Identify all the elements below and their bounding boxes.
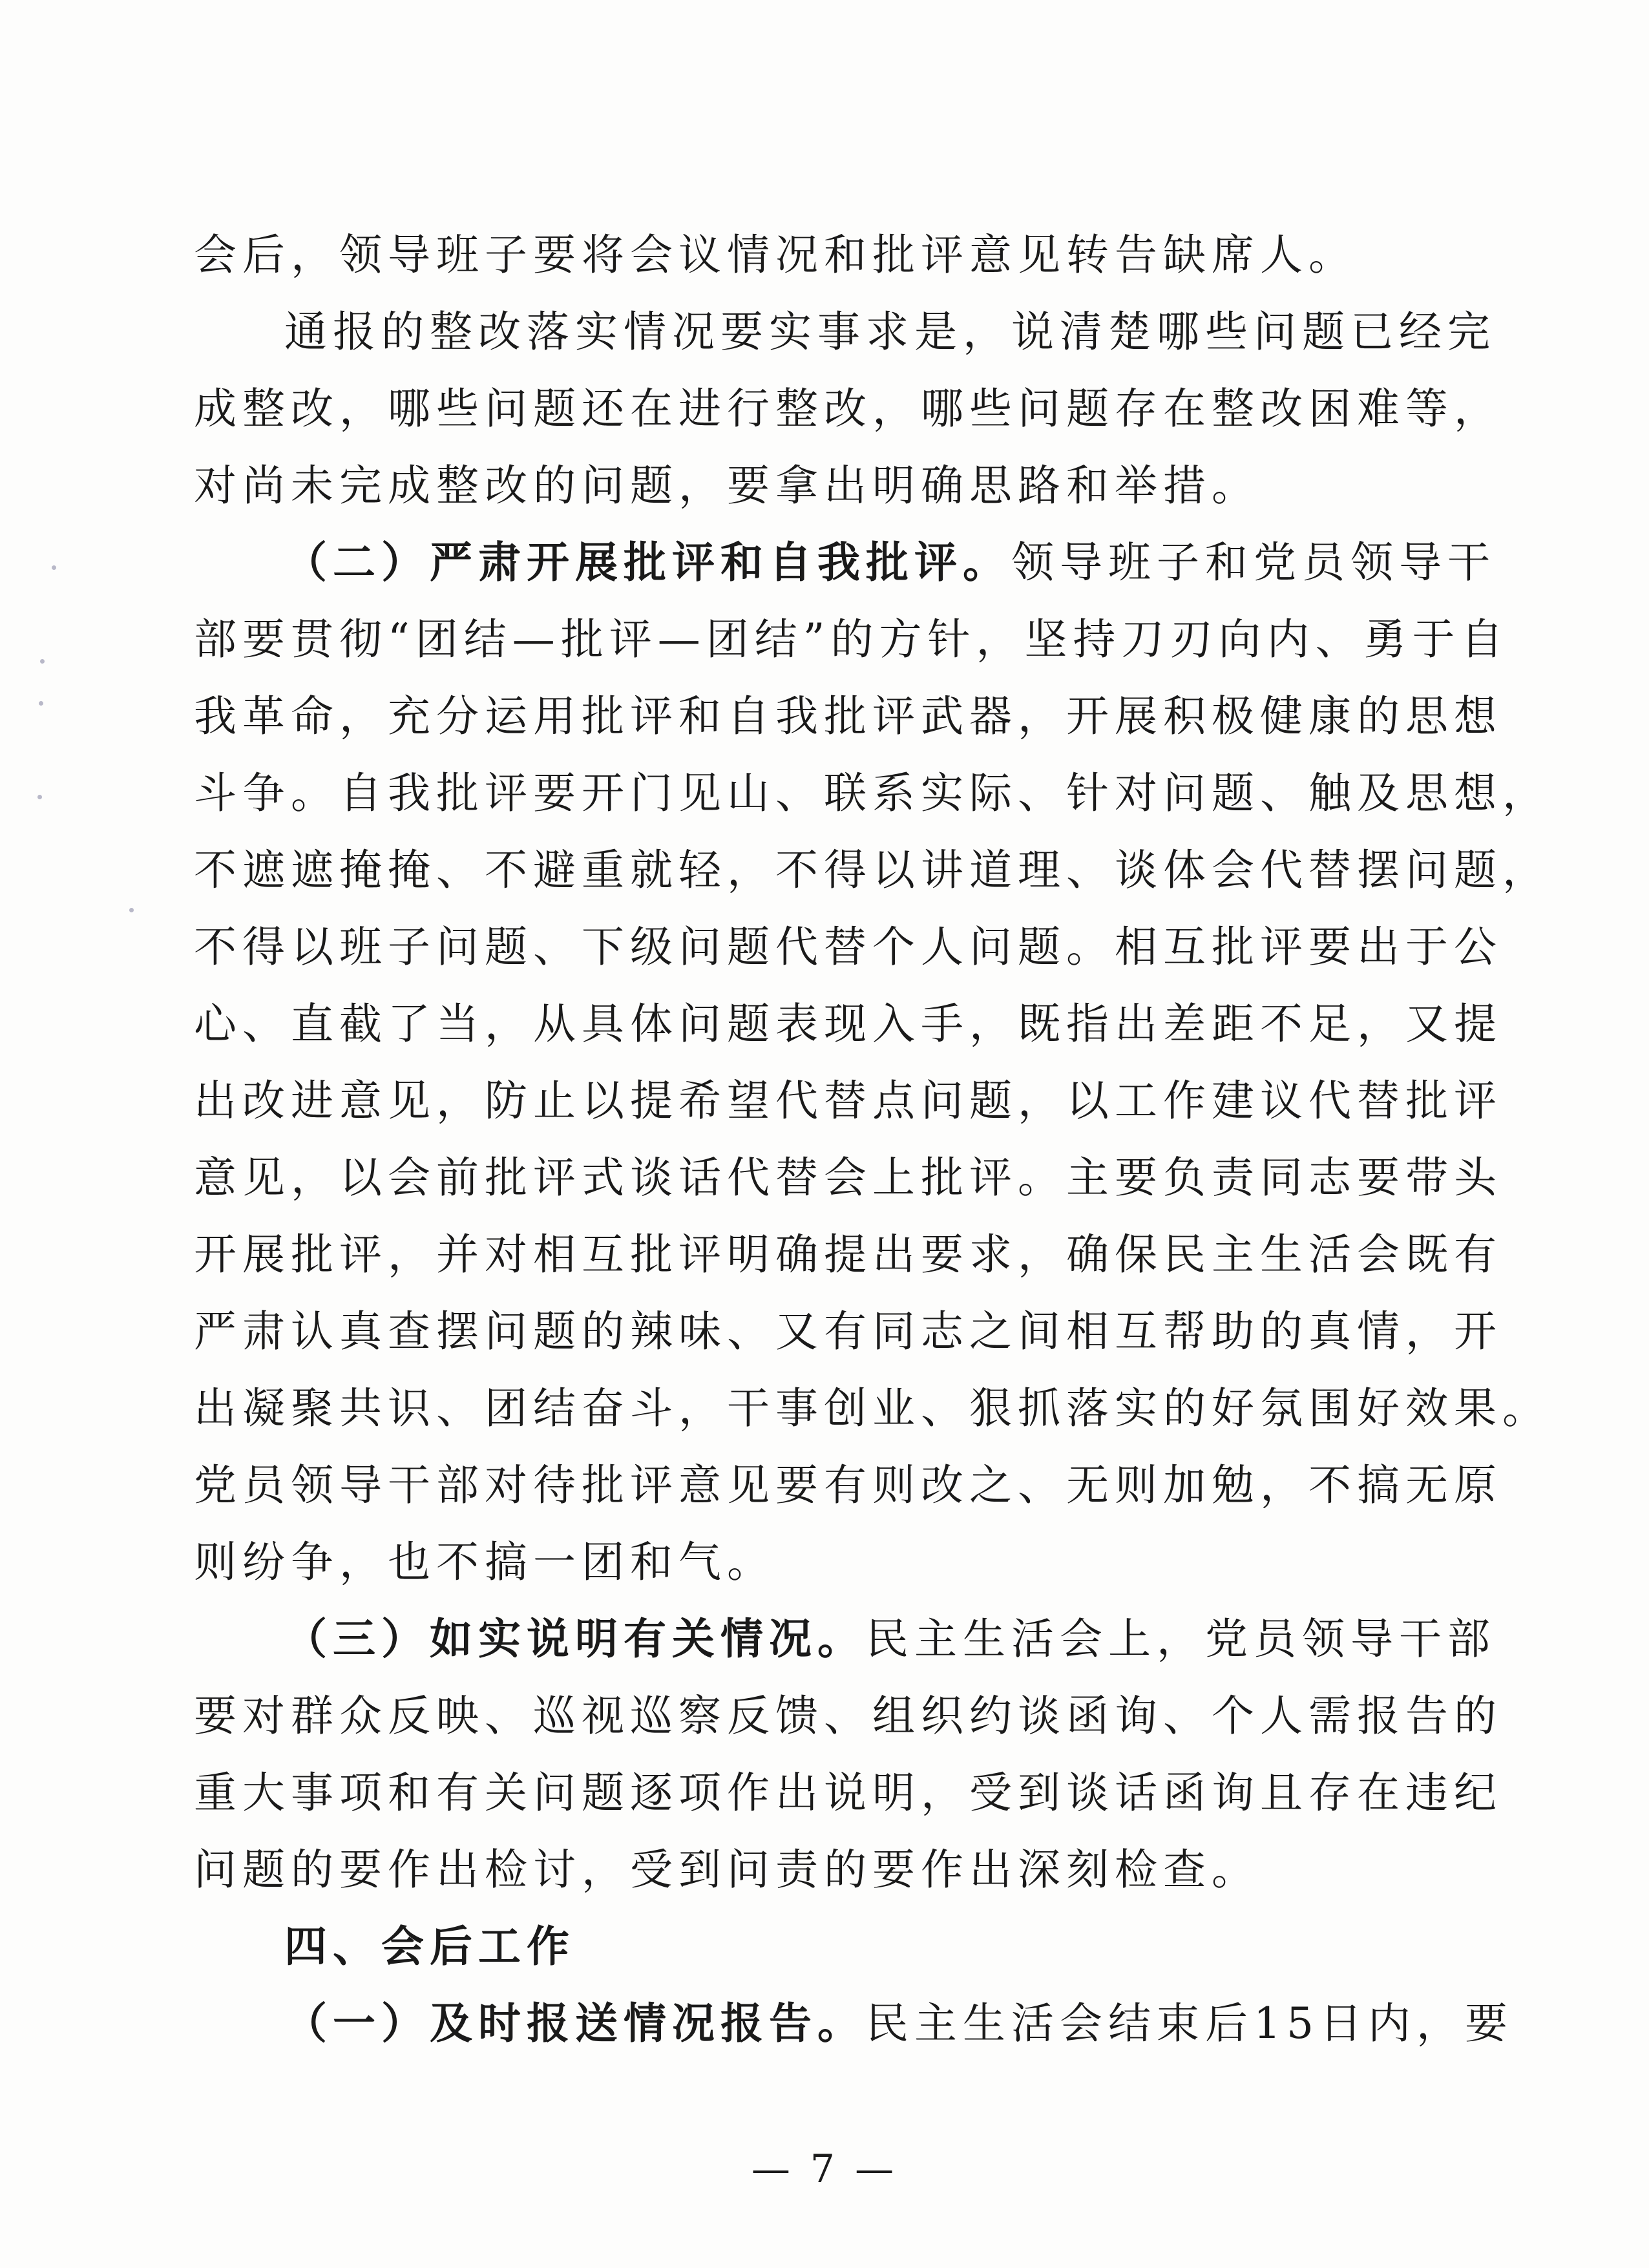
paragraph-line bbox=[194, 1985, 1513, 2062]
paragraph-line: 出改进意见，防止以提希望代替点问题，以工作建议代替批评 bbox=[194, 1076, 1502, 1126]
paragraph-line: 我革命，充分运用批评和自我批评武器，开展积极健康的思想 bbox=[194, 691, 1502, 741]
scan-speck bbox=[52, 565, 56, 570]
paragraph-line: 则纷争，也不搞一团和气。 bbox=[194, 1537, 775, 1587]
paragraph-line: 成整改，哪些问题还在进行整改，哪些问题存在整改困难等， bbox=[194, 384, 1502, 434]
section-subheading: （一）及时报送情况报告。 bbox=[284, 1998, 866, 2048]
page-number: — 7 — bbox=[751, 2147, 898, 2192]
scan-speck bbox=[129, 908, 134, 912]
paragraph-line: 不遮遮掩掩、不避重就轻，不得以讲道理、谈体会代替摆问题， bbox=[194, 845, 1551, 895]
section-subheading: （三）如实说明有关情况。 bbox=[284, 1613, 866, 1664]
scan-speck bbox=[39, 701, 43, 706]
paragraph-line: 通报的整改落实情况要实事求是，说清楚哪些问题已经完 bbox=[284, 307, 1496, 357]
paragraph-line: 会后，领导班子要将会议情况和批评意见转告缺席人。 bbox=[194, 230, 1357, 280]
body-text bbox=[194, 216, 1551, 2062]
section-subheading: （二）严肃开展批评和自我批评。 bbox=[284, 537, 1011, 587]
paragraph-line: 要对群众反映、巡视巡察反馈、组织约谈函询、个人需报告的 bbox=[194, 1691, 1502, 1741]
paragraph-line: 严肃认真查摆问题的辣味、又有同志之间相互帮助的真情，开 bbox=[194, 1307, 1502, 1356]
paragraph-text: 民主生活会结束后15日内，要 bbox=[866, 1999, 1513, 2048]
paragraph-line bbox=[194, 524, 1496, 601]
paragraph-line: 意见，以会前批评式谈话代替会上批评。主要负责同志要带头 bbox=[194, 1153, 1502, 1202]
paragraph-text: 领导班子和党员领导干 bbox=[1011, 538, 1496, 587]
paragraph-line: 部要贯彻“团结—批评—团结”的方针，坚持刀刃向内、勇于自 bbox=[194, 614, 1509, 664]
paragraph-line: 问题的要作出检讨，受到问责的要作出深刻检查。 bbox=[194, 1845, 1260, 1895]
paragraph-line: 重大事项和有关问题逐项作出说明，受到谈话函询且存在违纪 bbox=[194, 1768, 1502, 1818]
paragraph-line: 党员领导干部对待批评意见要有则改之、无则加勉，不搞无原 bbox=[194, 1460, 1502, 1510]
paragraph-line: 出凝聚共识、团结奋斗，干事创业、狠抓落实的好氛围好效果。 bbox=[194, 1383, 1551, 1433]
paragraph-line: 斗争。自我批评要开门见山、联系实际、针对问题、触及思想， bbox=[194, 768, 1551, 818]
paragraph-line: 开展批评，并对相互批评明确提出要求，确保民主生活会既有 bbox=[194, 1230, 1502, 1279]
paragraph-line bbox=[194, 1601, 1496, 1677]
paragraph-line: 对尚未完成整改的问题，要拿出明确思路和举措。 bbox=[194, 461, 1260, 510]
scan-speck bbox=[37, 795, 42, 799]
section-heading: 四、会后工作 bbox=[284, 1922, 575, 1971]
paragraph-line: 不得以班子问题、下级问题代替个人问题。相互批评要出于公 bbox=[194, 922, 1502, 972]
paragraph-text: 民主生活会上，党员领导干部 bbox=[866, 1614, 1496, 1664]
scan-speck bbox=[40, 659, 45, 664]
paragraph-line: 心、直截了当，从具体问题表现入手，既指出差距不足，又提 bbox=[194, 999, 1502, 1049]
